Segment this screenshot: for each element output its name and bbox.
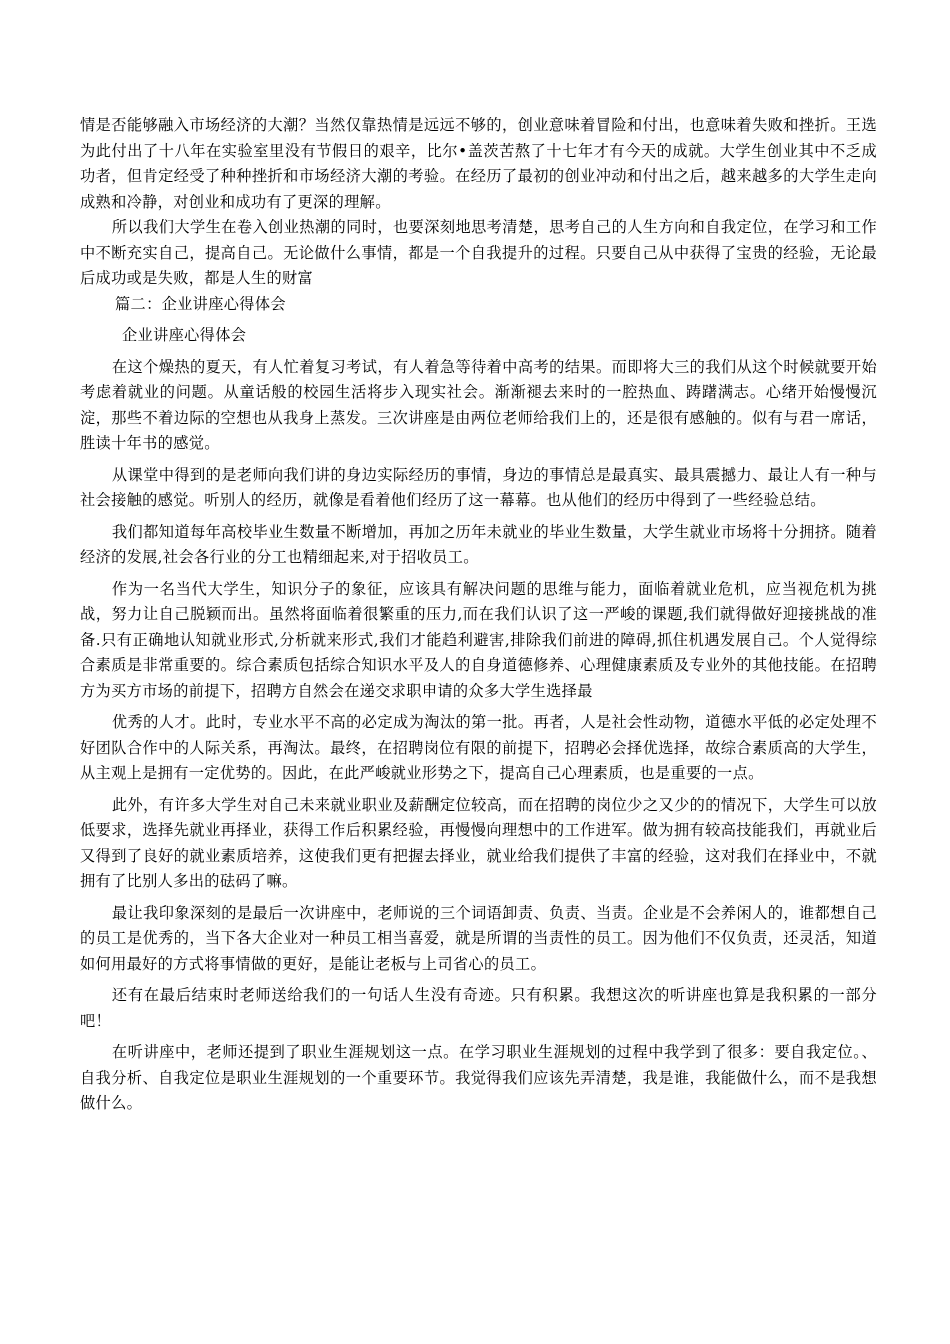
paragraph-continuation: 情是否能够融入市场经济的大潮？当然仅靠热情是远远不够的，创业意味着冒险和付出，也意味着失败和挫折。王选为此付出了十八年在实验室里没有节假日的艰辛，比尔•盖茨苦熬了十七年才有今天的成就。大学生创业其中不乏成功者，但肯定经受了种种挫折和市场经济大潮的考验。在经历了最初的创业冲动和付出之后，越来越多的大学生走向成熟和冷静，对创业和成功有了更深的理解。	[80, 116, 877, 211]
article-title: 企业讲座心得体会	[122, 326, 247, 344]
paragraph: 从课堂中得到的是老师向我们讲的身边实际经历的事情，身边的事情总是最真实、最具震撼力、最让人有一种与社会接触的感觉。听别人的经历，就像是看着他们经历了这一幕幕。也从他们的经历中得到了一些经验总结。	[80, 465, 877, 509]
paragraph: 此外，有许多大学生对自己未来就业职业及薪酬定位较高，而在招聘的岗位少之又少的的情况下，大学生可以放低要求，选择先就业再择业，获得工作后积累经验，再慢慢向理想中的工作进军。做为拥有较高技能我们，再就业后又得到了良好的就业素质培养，这使我们更有把握去择业，就业给我们提供了丰富的经验，这对我们在择业中，不就拥有了比别人多出的砝码了嘛。	[80, 795, 877, 890]
paragraph: 在听讲座中，老师还提到了职业生涯规划这一点。在学习职业生涯规划的过程中我学到了很多：要自我定位。、自我分析、自我定位是职业生涯规划的一个重要环节。我觉得我们应该先弄清楚，我是谁，我能做什么，而不是我想做什么。	[80, 1043, 877, 1112]
document-body	[80, 113, 877, 1117]
paragraph: 在这个燥热的夏天，有人忙着复习考试，有人着急等待着中高考的结果。而即将大三的我们从这个时候就要开始考虑着就业的问题。从童话般的校园生活将步入现实社会。渐渐褪去来时的一腔热血、踌躇满志。心绪开始慢慢沉淀，那些不着边际的空想也从我身上蒸发。三次讲座是由两位老师给我们上的，还是很有感触的。似有与君一席话，胜读十年书的感觉。	[80, 357, 877, 452]
section-heading: 篇二：企业讲座心得体会	[115, 294, 286, 313]
paragraph: 还有在最后结束时老师送给我们的一句话人生没有奇迹。只有积累。我想这次的听讲座也算是我积累的一部分吧！	[80, 986, 877, 1030]
paragraph: 所以我们大学生在卷入创业热潮的同时，也要深刻地思考清楚，思考自己的人生方向和自我定位，在学习和工作中不断充实自己，提高自己。无论做什么事情，都是一个自我提升的过程。只要自己从中获得了宝贵的经验，无论最后成功或是失败，都是人生的财富	[80, 218, 877, 287]
paragraph: 我们都知道每年高校毕业生数量不断增加，再加之历年未就业的毕业生数量，大学生就业市场将十分拥挤。随着经济的发展,社会各行业的分工也精细起来,对于招收员工。	[80, 522, 877, 566]
paragraph: 最让我印象深刻的是最后一次讲座中，老师说的三个词语卸责、负责、当责。企业是不会养闲人的，谁都想自己的员工是优秀的，当下各大企业对一种员工相当喜爱，就是所谓的当责性的员工。因为他们不仅负责，还灵活，知道如何用最好的方式将事情做的更好，是能让老板与上司省心的员工。	[80, 903, 877, 973]
paragraph: 作为一名当代大学生，知识分子的象征，应该具有解决问题的思维与能力，面临着就业危机，应当视危机为挑战，努力让自己脱颖而出。虽然将面临着很繁重的压力,而在我们认识了这一严峻的课题,我们就得做好迎接挑战的准备.只有正确地认知就业形式,分析就来形式,我们才能趋利避害,排除我们前进的障碍,抓住机遇发展自己。个人觉得综合素质是非常重要的。综合素质包括综合知识水平及人的自身道德修养、心理健康素质及专业外的其他技能。在招聘方为买方市场的前提下，招聘方自然会在递交求职申请的众多大学生选择最	[80, 579, 877, 700]
paragraph: 优秀的人才。此时，专业水平不高的必定成为淘汰的第一批。再者，人是社会性动物，道德水平低的必定处理不好团队合作中的人际关系，再淘汰。最终，在招聘岗位有限的前提下，招聘必会择优选择，故综合素质高的大学生，从主观上是拥有一定优势的。因此，在此严峻就业形势之下，提高自己心理素质，也是重要的一点。	[80, 713, 877, 782]
